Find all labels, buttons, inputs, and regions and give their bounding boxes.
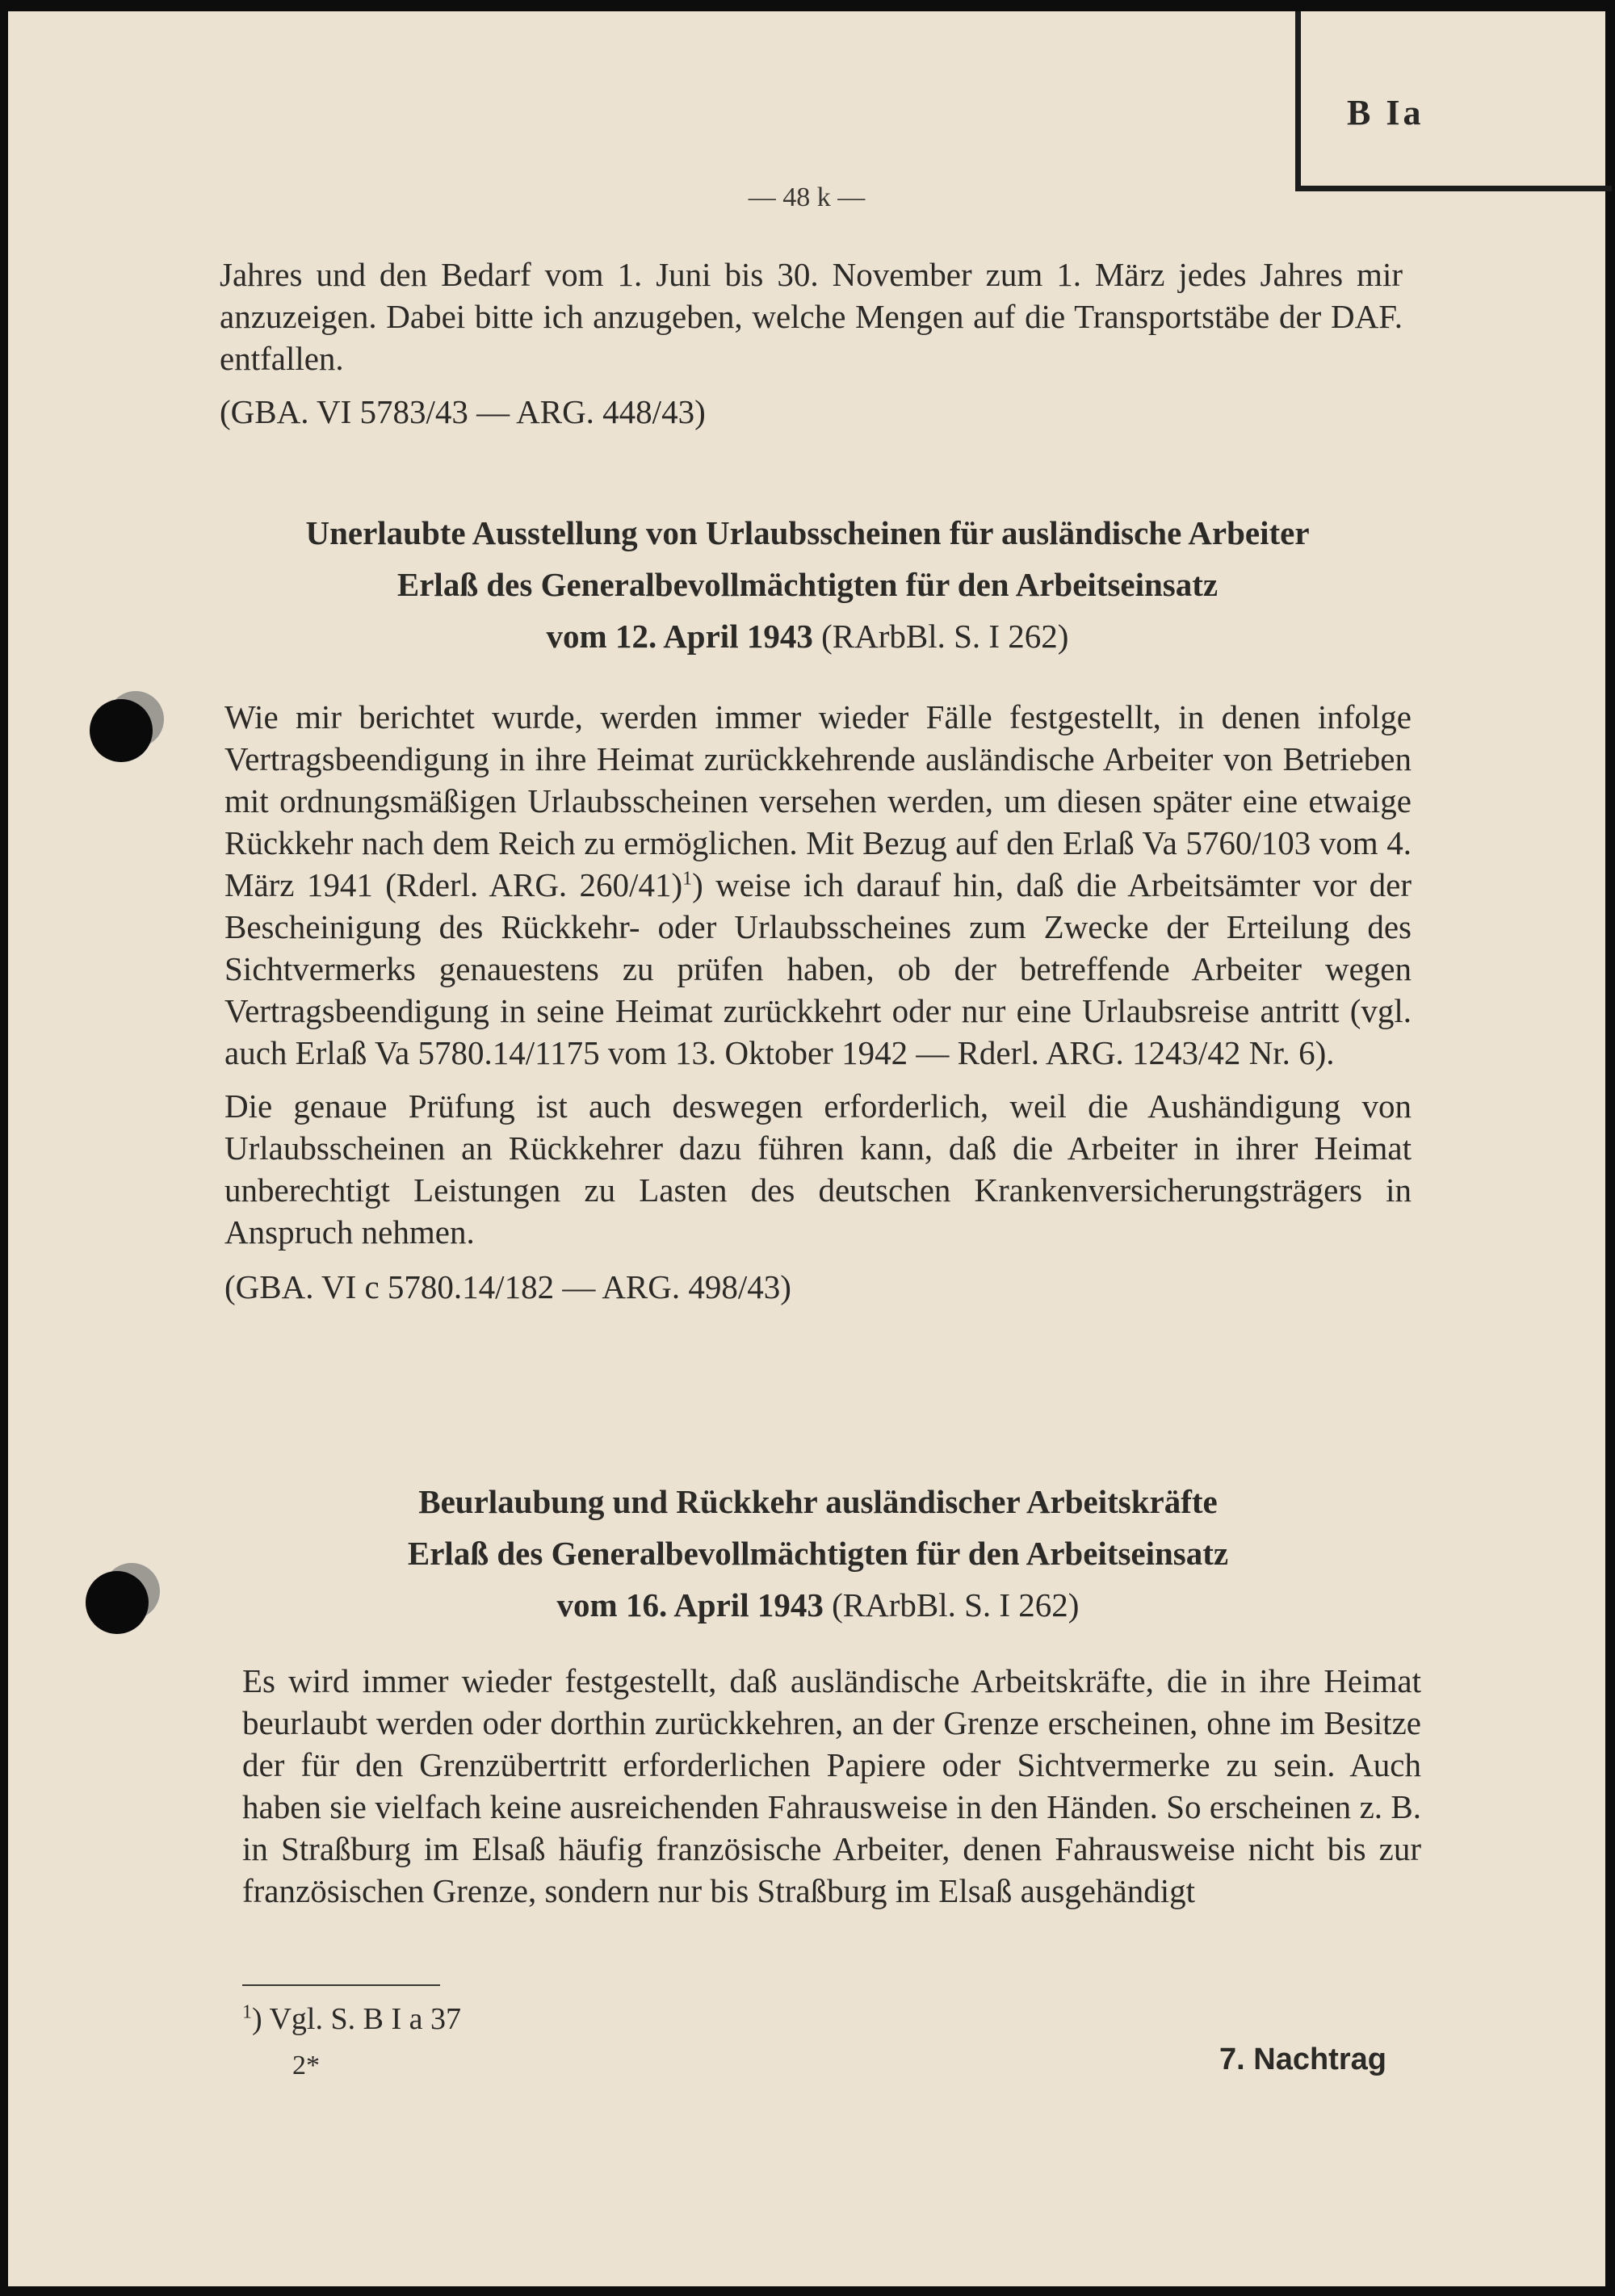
punch-hole-icon <box>86 1571 149 1634</box>
section1-paragraph-2: Die genaue Prüfung ist auch deswegen erforderlich, weil die Aushändigung von Urlaubsscheinen an Rückkehrer dazu führen kann, daß die Arbeiter in ihrer Heimat unberechtigt Leistungen zu Lasten des deutschen Krankenversicherungsträgers in Anspruch nehmen. <box>224 1087 1412 1251</box>
section1-subtitle: Erlaß des Generalbevollmächtigten für den Arbeitseinsatz <box>396 566 1219 603</box>
punch-hole-icon <box>90 699 153 762</box>
section2-title: Beurlaubung und Rückkehr ausländischer Arbeitskräfte <box>418 1483 1218 1520</box>
section2-date: vom 16. April 1943 <box>556 1586 824 1624</box>
register-tab-label: B Ia <box>1347 93 1424 132</box>
section1-source: (RArbBl. S. I 262) <box>821 618 1069 655</box>
footnote-marker: 1 <box>682 868 693 890</box>
section2-body <box>242 1660 1421 1912</box>
intro-block <box>220 253 1403 433</box>
footnote <box>242 2001 461 2037</box>
section1-date: vom 12. April 1943 <box>546 618 813 655</box>
section2-paragraph-1: Es wird immer wieder festgestellt, daß ausländische Arbeitskräfte, die in ihre Heimat beurlaubt werden oder dorthin zurückkehren, an der Grenze erscheinen, ohne im Besitze der für den Grenzübertritt erforderlichen Papiere oder Sichtvermerke zu sein. Auch haben sie vielfach keine ausreichenden Fahrausweise in den Händen. So erscheinen z. B. in Straßburg im Elsaß häufig französische Arbeiter, denen Fahrausweise nicht bis zur französischen Grenze, sondern nur bis Straßburg im Elsaß ausgehändigt <box>242 1662 1421 1909</box>
section1-paragraph-1-part-a: Wie mir berichtet wurde, werden immer wieder Fälle festgestellt, in denen infolge Vertragsbeendigung in ihre Heimat zurückkehrende ausländische Arbeiter von Betrieben mit ordnungsmäßigen Urlaubsscheinen versehen werden, um diesen später eine etwaige Rückkehr nach dem Reich zu ermöglichen. Mit Bezug auf den Erlaß Va 5760/103 vom 4. März 1941 (Rderl. ARG. 260/41) <box>224 698 1412 903</box>
footnote-rule <box>242 1984 440 1986</box>
section1-paragraph-1-part-b: ) weise ich darauf hin, daß die Arbeitsämter vor der Bescheinigung des Rückkehr- oder Urlaubsscheines zum Zwecke der Erteilung des Sichtvermerks genauestens zu prüfen haben, ob der betreffende Arbeiter wegen Vertragsbeendigung in seine Heimat zurückkehrt oder nur eine Urlaubsreise antritt (vgl. auch Erlaß Va 5780.14/1175 vom 13. Oktober 1942 — Rderl. ARG. 1243/42 Nr. 6). <box>224 866 1412 1071</box>
section1-reference: (GBA. VI c 5780.14/182 — ARG. 498/43) <box>224 1268 791 1305</box>
footnote-number: 1 <box>242 2001 252 2023</box>
sheet-mark: 2* <box>292 2051 320 2080</box>
section1-date-line <box>202 610 1413 662</box>
section2-heading <box>224 1476 1412 1631</box>
intro-paragraph: Jahres und den Bedarf vom 1. Juni bis 30. November zum 1. März jedes Jahres mir anzuzeigen. Dabei bitte ich anzugeben, welche Mengen auf die Transportstäbe der DAF. entfallen. <box>220 256 1403 377</box>
section1-paragraph-1 <box>224 696 1412 1074</box>
document-page <box>8 11 1605 2286</box>
section1-body <box>224 696 1412 1308</box>
intro-reference: (GBA. VI 5783/43 — ARG. 448/43) <box>220 393 706 430</box>
footnote-text: ) Vgl. S. B I a 37 <box>252 2002 461 2036</box>
supplement-label: 7. Nachtrag <box>1219 2043 1386 2076</box>
section2-date-line <box>224 1579 1412 1631</box>
page-number: — 48 k — <box>748 182 866 212</box>
section1-heading <box>202 507 1413 662</box>
section2-source: (RArbBl. S. I 262) <box>832 1586 1080 1624</box>
section2-subtitle: Erlaß des Generalbevollmächtigten für den Arbeitseinsatz <box>407 1535 1229 1572</box>
section1-title: Unerlaubte Ausstellung von Urlaubsscheinen für ausländische Arbeiter <box>305 514 1310 551</box>
register-tab-box <box>1295 11 1612 191</box>
